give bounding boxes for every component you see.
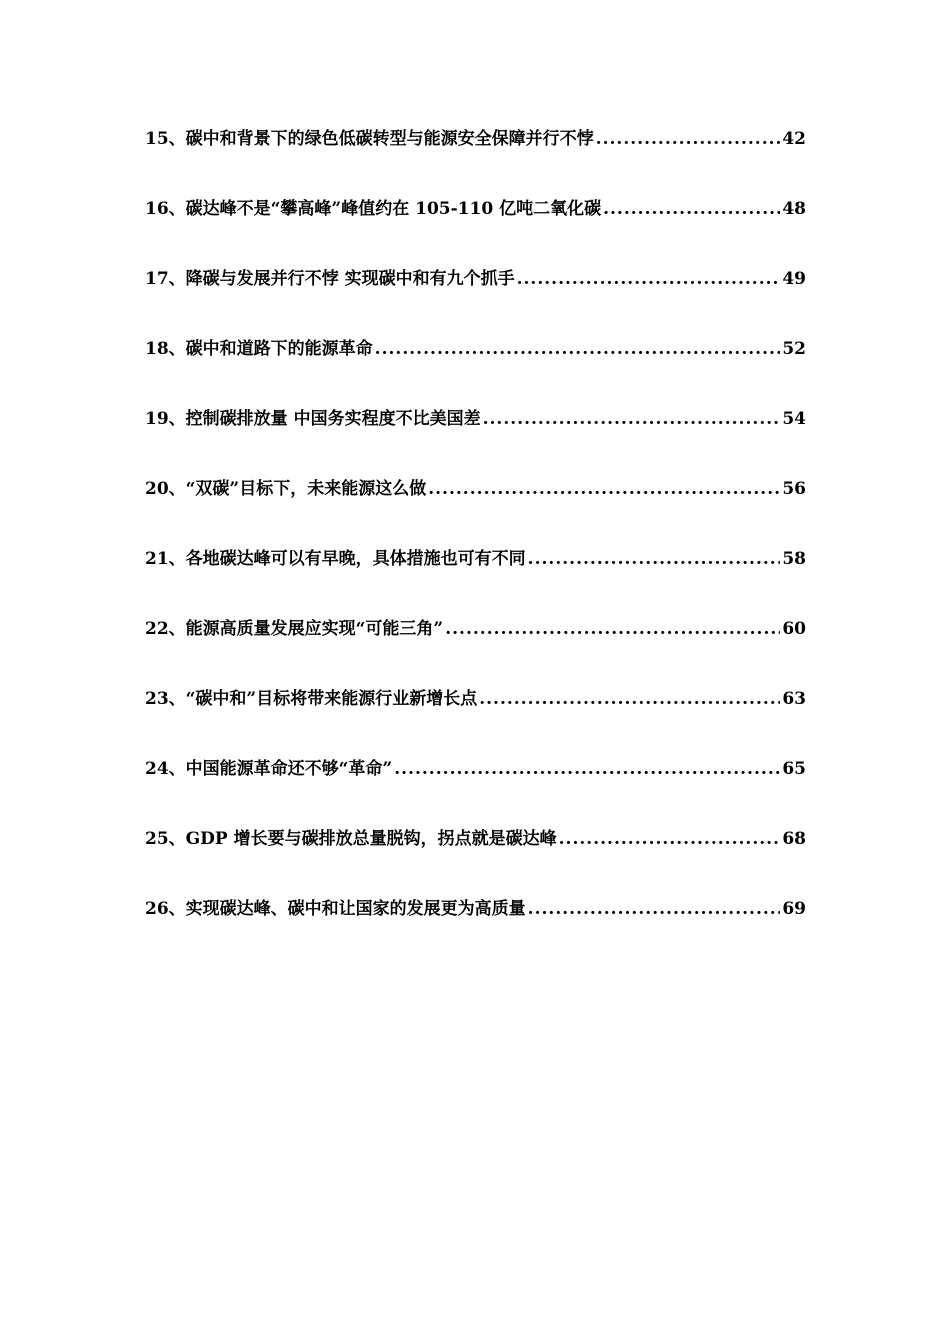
table-of-contents (145, 126, 806, 966)
toc-entry-title: 20、“双碳”目标下，未来能源这么做 (145, 479, 427, 499)
toc-entry-page: 63 (782, 689, 806, 709)
toc-entry-title: 15、碳中和背景下的绿色低碳转型与能源安全保障并行不悖 (145, 129, 594, 149)
toc-entry-page: 58 (782, 549, 806, 569)
toc-dot-leader (394, 756, 780, 782)
toc-entry-title: 24、中国能源革命还不够“革命” (145, 759, 393, 779)
toc-entry-title: 25、GDP 增长要与碳排放总量脱钩，拐点就是碳达峰 (145, 829, 557, 849)
toc-entry-18[interactable] (145, 336, 806, 406)
toc-dot-leader (559, 826, 781, 852)
toc-entry-19[interactable] (145, 406, 806, 476)
toc-entry-26[interactable] (145, 896, 806, 966)
toc-entry-page: 49 (782, 269, 806, 289)
toc-entry-page: 68 (782, 829, 806, 849)
toc-dot-leader (428, 476, 780, 502)
toc-entry-title: 21、各地碳达峰可以有早晚，具体措施也可有不同 (145, 549, 526, 569)
toc-entry-title: 19、控制碳排放量 中国务实程度不比美国差 (145, 409, 481, 429)
toc-entry-page: 60 (782, 619, 806, 639)
toc-entry-title: 26、实现碳达峰、碳中和让国家的发展更为高质量 (145, 899, 526, 919)
toc-entry-title: 16、碳达峰不是“攀高峰”峰值约在 105-110 亿吨二氧化碳 (145, 199, 602, 219)
toc-dot-leader (596, 126, 781, 152)
toc-entry-20[interactable] (145, 476, 806, 546)
toc-entry-page: 52 (782, 339, 806, 359)
toc-entry-21[interactable] (145, 546, 806, 616)
toc-entry-page: 42 (782, 129, 806, 149)
toc-entry-title: 18、碳中和道路下的能源革命 (145, 339, 373, 359)
toc-dot-leader (483, 406, 781, 432)
toc-entry-page: 54 (782, 409, 806, 429)
toc-entry-24[interactable] (145, 756, 806, 826)
toc-entry-25[interactable] (145, 826, 806, 896)
toc-entry-page: 69 (782, 899, 806, 919)
toc-dot-leader (517, 266, 781, 292)
toc-dot-leader (479, 686, 780, 712)
toc-entry-page: 56 (782, 479, 806, 499)
toc-entry-title: 23、“碳中和”目标将带来能源行业新增长点 (145, 689, 478, 709)
toc-entry-16[interactable] (145, 196, 806, 266)
toc-dot-leader (528, 546, 781, 572)
toc-dot-leader (445, 616, 780, 642)
toc-entry-page: 65 (782, 759, 806, 779)
toc-entry-17[interactable] (145, 266, 806, 336)
toc-entry-23[interactable] (145, 686, 806, 756)
toc-dot-leader (528, 896, 781, 922)
toc-dot-leader (603, 196, 780, 222)
toc-dot-leader (375, 336, 781, 362)
toc-entry-22[interactable] (145, 616, 806, 686)
toc-entry-page: 48 (782, 199, 806, 219)
toc-entry-15[interactable] (145, 126, 806, 196)
toc-entry-title: 17、降碳与发展并行不悖 实现碳中和有九个抓手 (145, 269, 515, 289)
toc-entry-title: 22、能源高质量发展应实现“可能三角” (145, 619, 444, 639)
